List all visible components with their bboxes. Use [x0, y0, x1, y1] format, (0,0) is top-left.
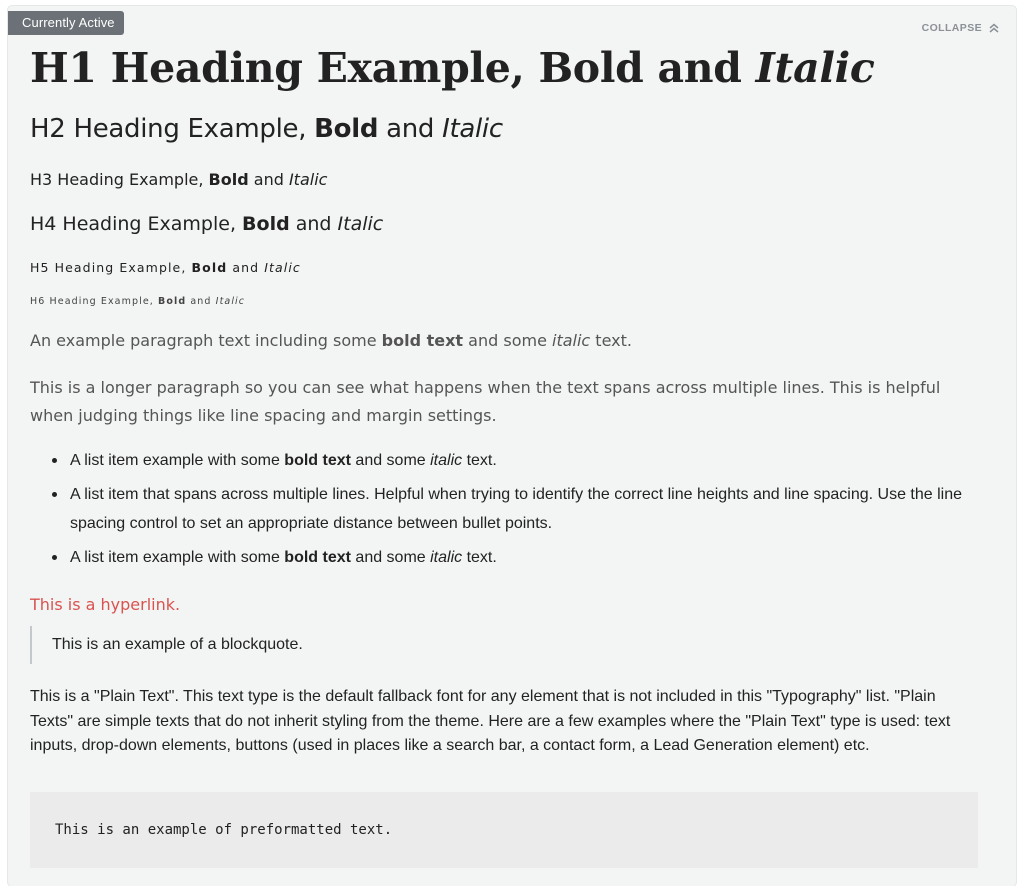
- list-item: A list item that spans across multiple lines. Helpful when trying to identify the correct line heights and line spacing. Use the line spacing control to set an appropriate distance between bullet points.: [70, 480, 1010, 538]
- h5-heading: H5 Heading Example, Bold and Italic: [30, 260, 301, 275]
- example-paragraph: An example paragraph text including some bold text and some italic text.: [30, 331, 632, 350]
- typography-preview-panel: [8, 6, 1016, 886]
- h2-heading: H2 Heading Example, Bold and Italic: [30, 114, 503, 144]
- collapse-button[interactable]: [922, 22, 1000, 34]
- preformatted-text-block: This is an example of preformatted text.: [30, 792, 978, 868]
- list-item: A list item example with some bold text and some italic text.: [70, 446, 1010, 475]
- long-paragraph: This is a longer paragraph so you can see what happens when the text spans across multiple lines. This is helpful when judging things like line spacing and margin settings.: [30, 378, 941, 425]
- h4-heading: H4 Heading Example, Bold and Italic: [30, 213, 384, 235]
- blockquote: This is an example of a blockquote.: [30, 626, 303, 664]
- list-item: A list item example with some bold text and some italic text.: [70, 543, 1010, 572]
- collapse-label: COLLAPSE: [921, 22, 982, 34]
- h6-heading: H6 Heading Example, Bold and Italic: [30, 296, 246, 307]
- h1-heading: H1 Heading Example, Bold and Italic: [30, 44, 875, 92]
- example-hyperlink[interactable]: This is a hyperlink.: [30, 595, 181, 614]
- double-chevron-up-icon: [988, 22, 1000, 34]
- currently-active-badge: Currently Active: [8, 11, 124, 35]
- bullet-list: [30, 446, 1010, 577]
- plain-text-paragraph: This is a "Plain Text". This text type is the default fallback font for any element that is not included in this "Typography" list. "Plain Texts" are simple texts that do not inherit styling from the theme. Here are a few examples where the "Plain Text" type is used: text inputs, drop-down elements, buttons (used in places like a search bar, a contact form, a Lead Generation element) etc.: [30, 688, 951, 754]
- h3-heading: H3 Heading Example, Bold and Italic: [30, 170, 328, 189]
